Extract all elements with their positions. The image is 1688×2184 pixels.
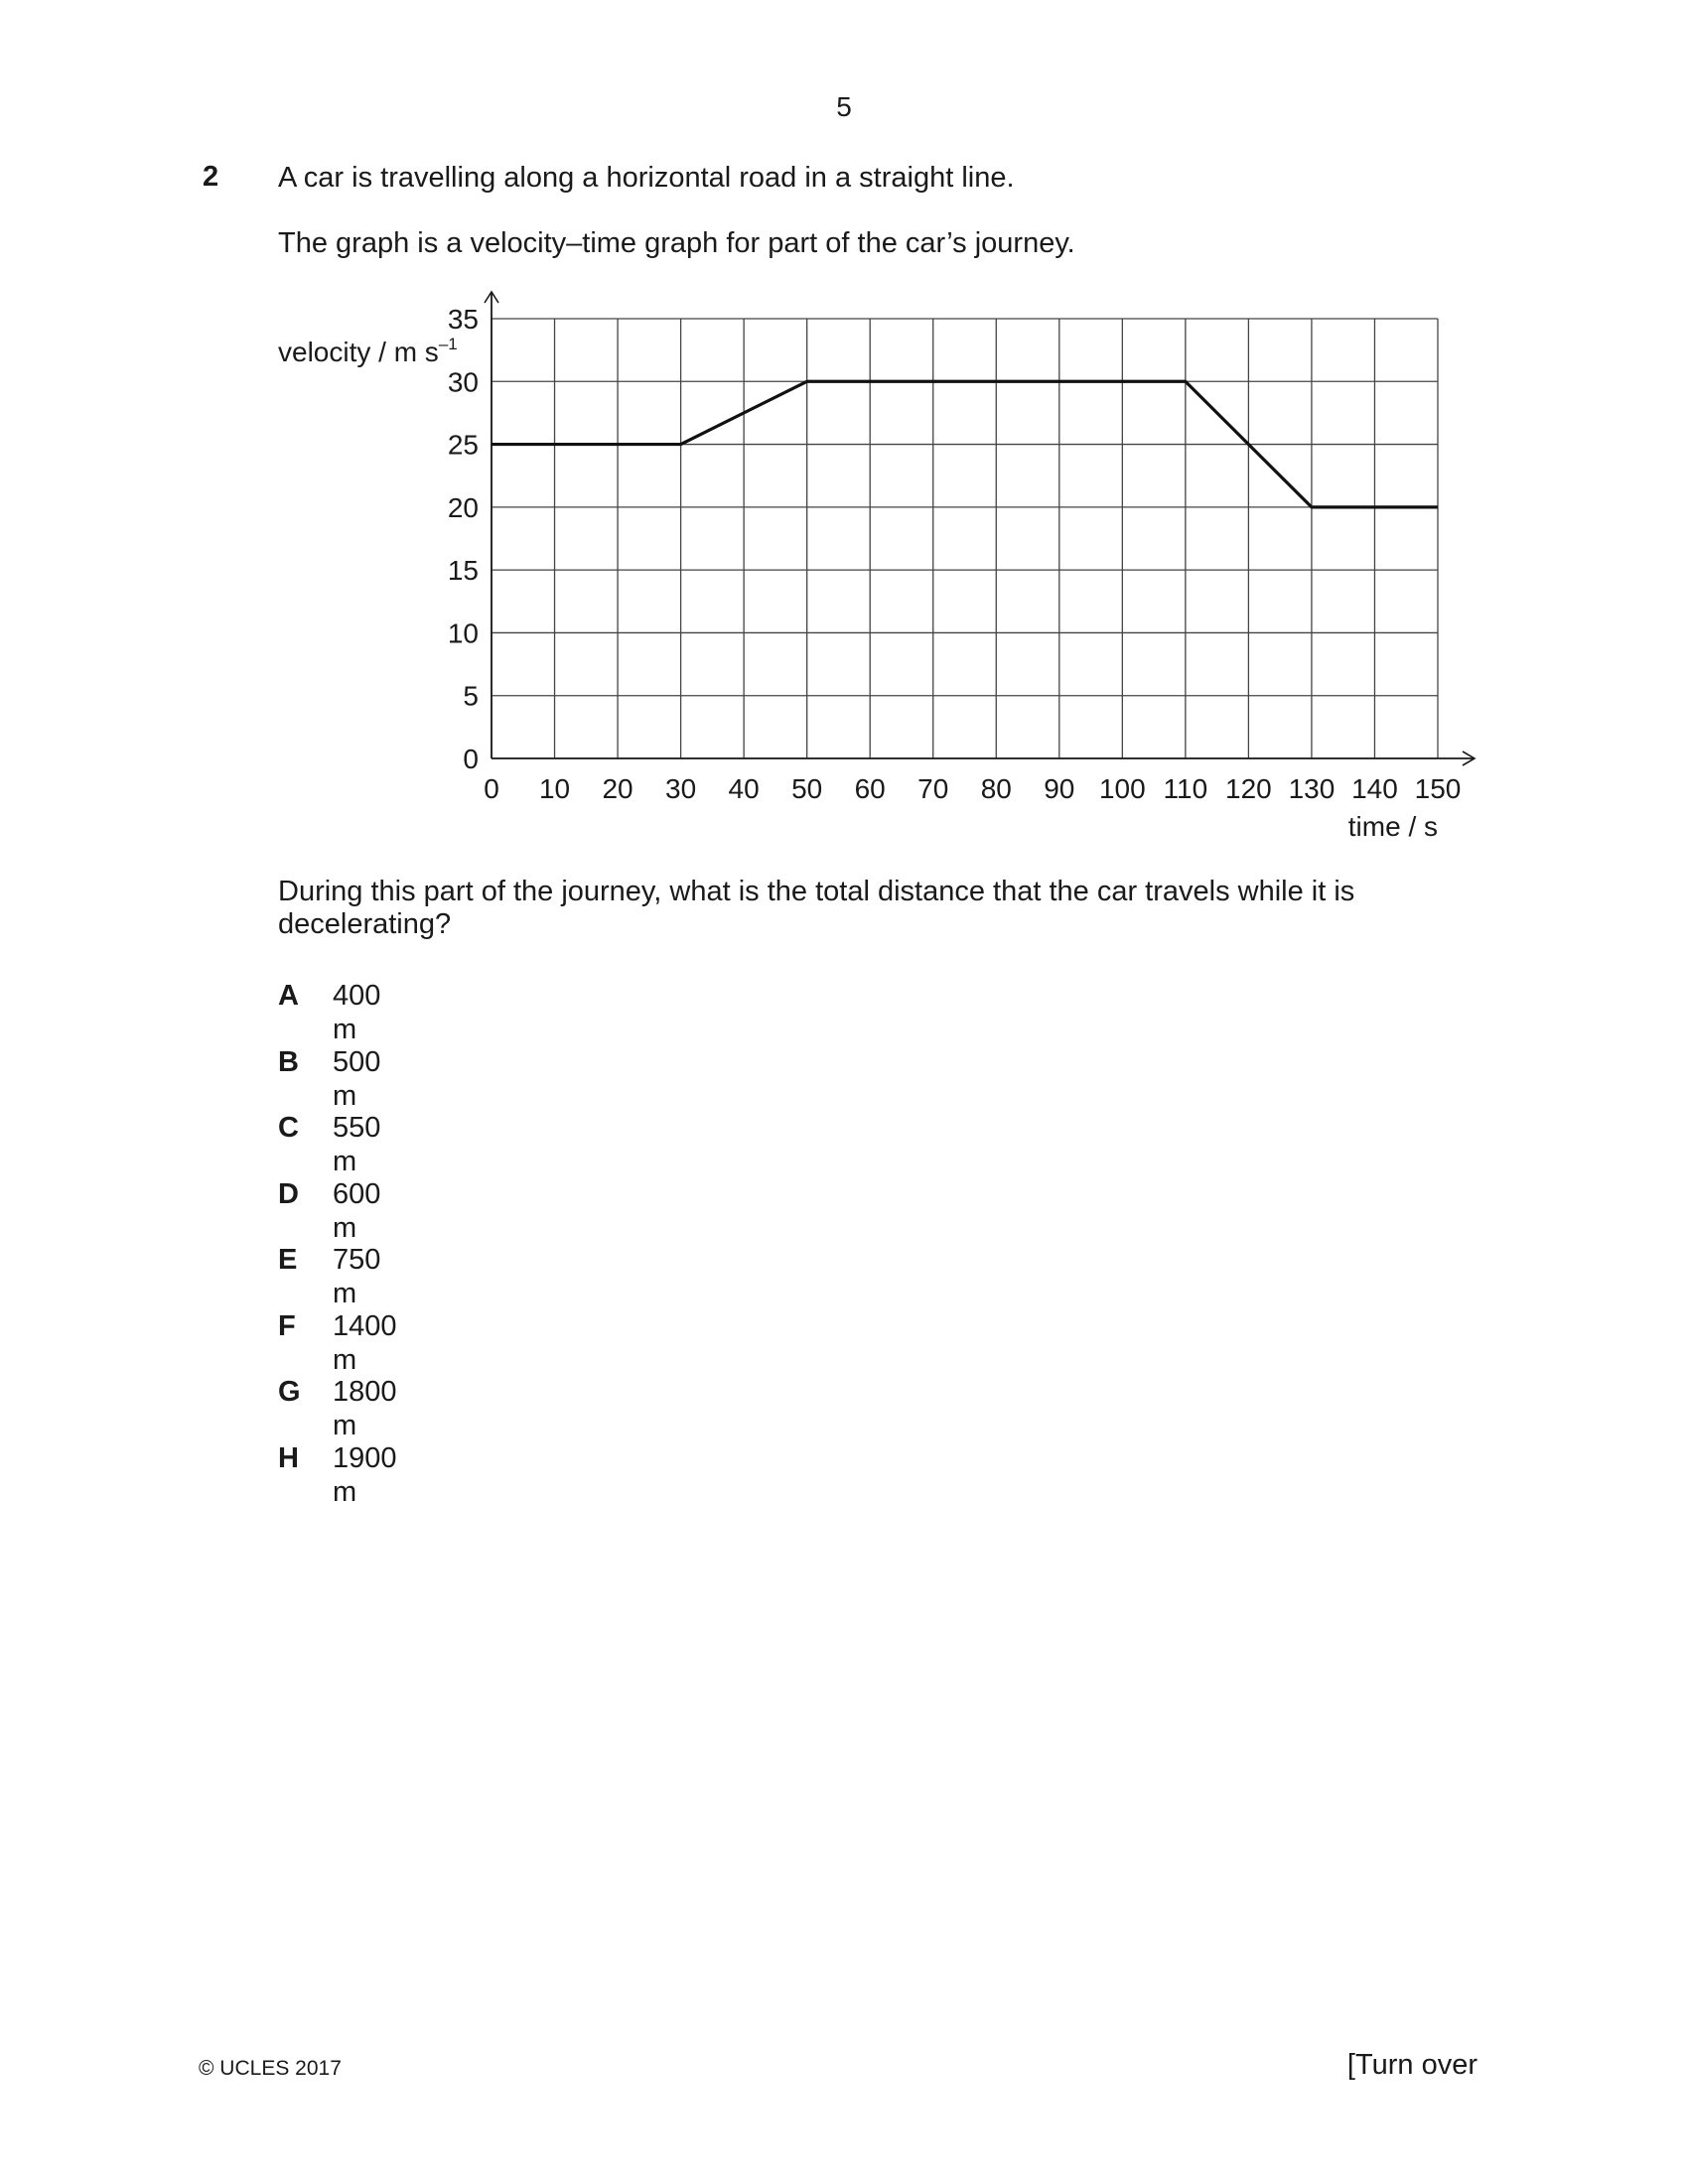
option-letter: H [278,1441,299,1474]
y-tick-label: 25 [447,429,479,461]
question-text: During this part of the journey, what is the total distance that the car travels while it is decelerating? [278,876,1355,940]
y-tick-label: 10 [447,617,479,649]
option-value: 400 m [333,980,381,1045]
option-letter: D [278,1177,299,1210]
page-number: 5 [836,91,852,122]
option-letter: C [278,1112,299,1144]
x-tick-label: 140 [1351,773,1398,804]
x-tick-label: 40 [728,773,760,804]
x-tick-label: 150 [1414,773,1462,804]
y-tick-label: 5 [463,680,479,712]
footer-turn-over: [Turn over [1346,2049,1477,2081]
graph-grid [492,319,1438,758]
option-value: 1800 m [333,1376,397,1441]
option-letter: B [278,1045,299,1078]
y-axis-label: velocity / m $s^{-1}$ [278,335,458,367]
question-number: 2 [203,161,219,193]
option-letter: E [278,1244,298,1276]
option-letter: G [278,1376,301,1408]
option-letter: A [278,980,299,1012]
x-tick-label: 70 [917,773,949,804]
option-value: 550 m [333,1112,381,1177]
x-tick-label: 100 [1098,773,1146,804]
option-value: 600 m [333,1177,381,1244]
x-tick-label: 60 [854,773,886,804]
question-stem-line-2: The graph is a velocity–time graph for part of the car’s journey. [278,227,1075,259]
x-tick-label: 50 [791,773,823,804]
x-tick-label: 0 [484,773,499,804]
y-axis-label-exponent: –1 [438,335,458,353]
x-tick-label: 110 [1163,773,1208,804]
x-tick-label: 30 [665,773,697,804]
x-tick-label: 90 [1044,773,1075,804]
x-tick-label: 20 [602,773,633,804]
x-tick-label: 130 [1288,773,1336,804]
option-value: 1400 m [333,1309,397,1376]
x-axis-label: time / s [1347,811,1438,842]
y-tick-label: 20 [447,491,479,523]
graph-axes [485,292,1475,765]
y-tick-label: 30 [447,366,479,398]
option-letter: F [278,1309,296,1342]
x-tick-label: 120 [1225,773,1272,804]
x-tick-label: 10 [538,773,571,804]
y-tick-label: 0 [463,744,479,774]
y-tick-labels [448,304,479,774]
y-tick-label: 15 [447,555,479,587]
y-tick-label: 35 [447,304,479,335]
velocity-time-graph [268,280,1499,856]
option-value: 1900 m [333,1441,397,1508]
option-value: 750 m [333,1244,381,1309]
x-tick-labels [484,773,1461,804]
x-tick-label: 80 [980,773,1012,804]
option-value: 500 m [333,1045,381,1112]
question-stem-line-1: A car is travelling along a horizontal road in a straight line. [278,162,1015,194]
footer-copyright: © UCLES 2017 [199,2057,342,2080]
